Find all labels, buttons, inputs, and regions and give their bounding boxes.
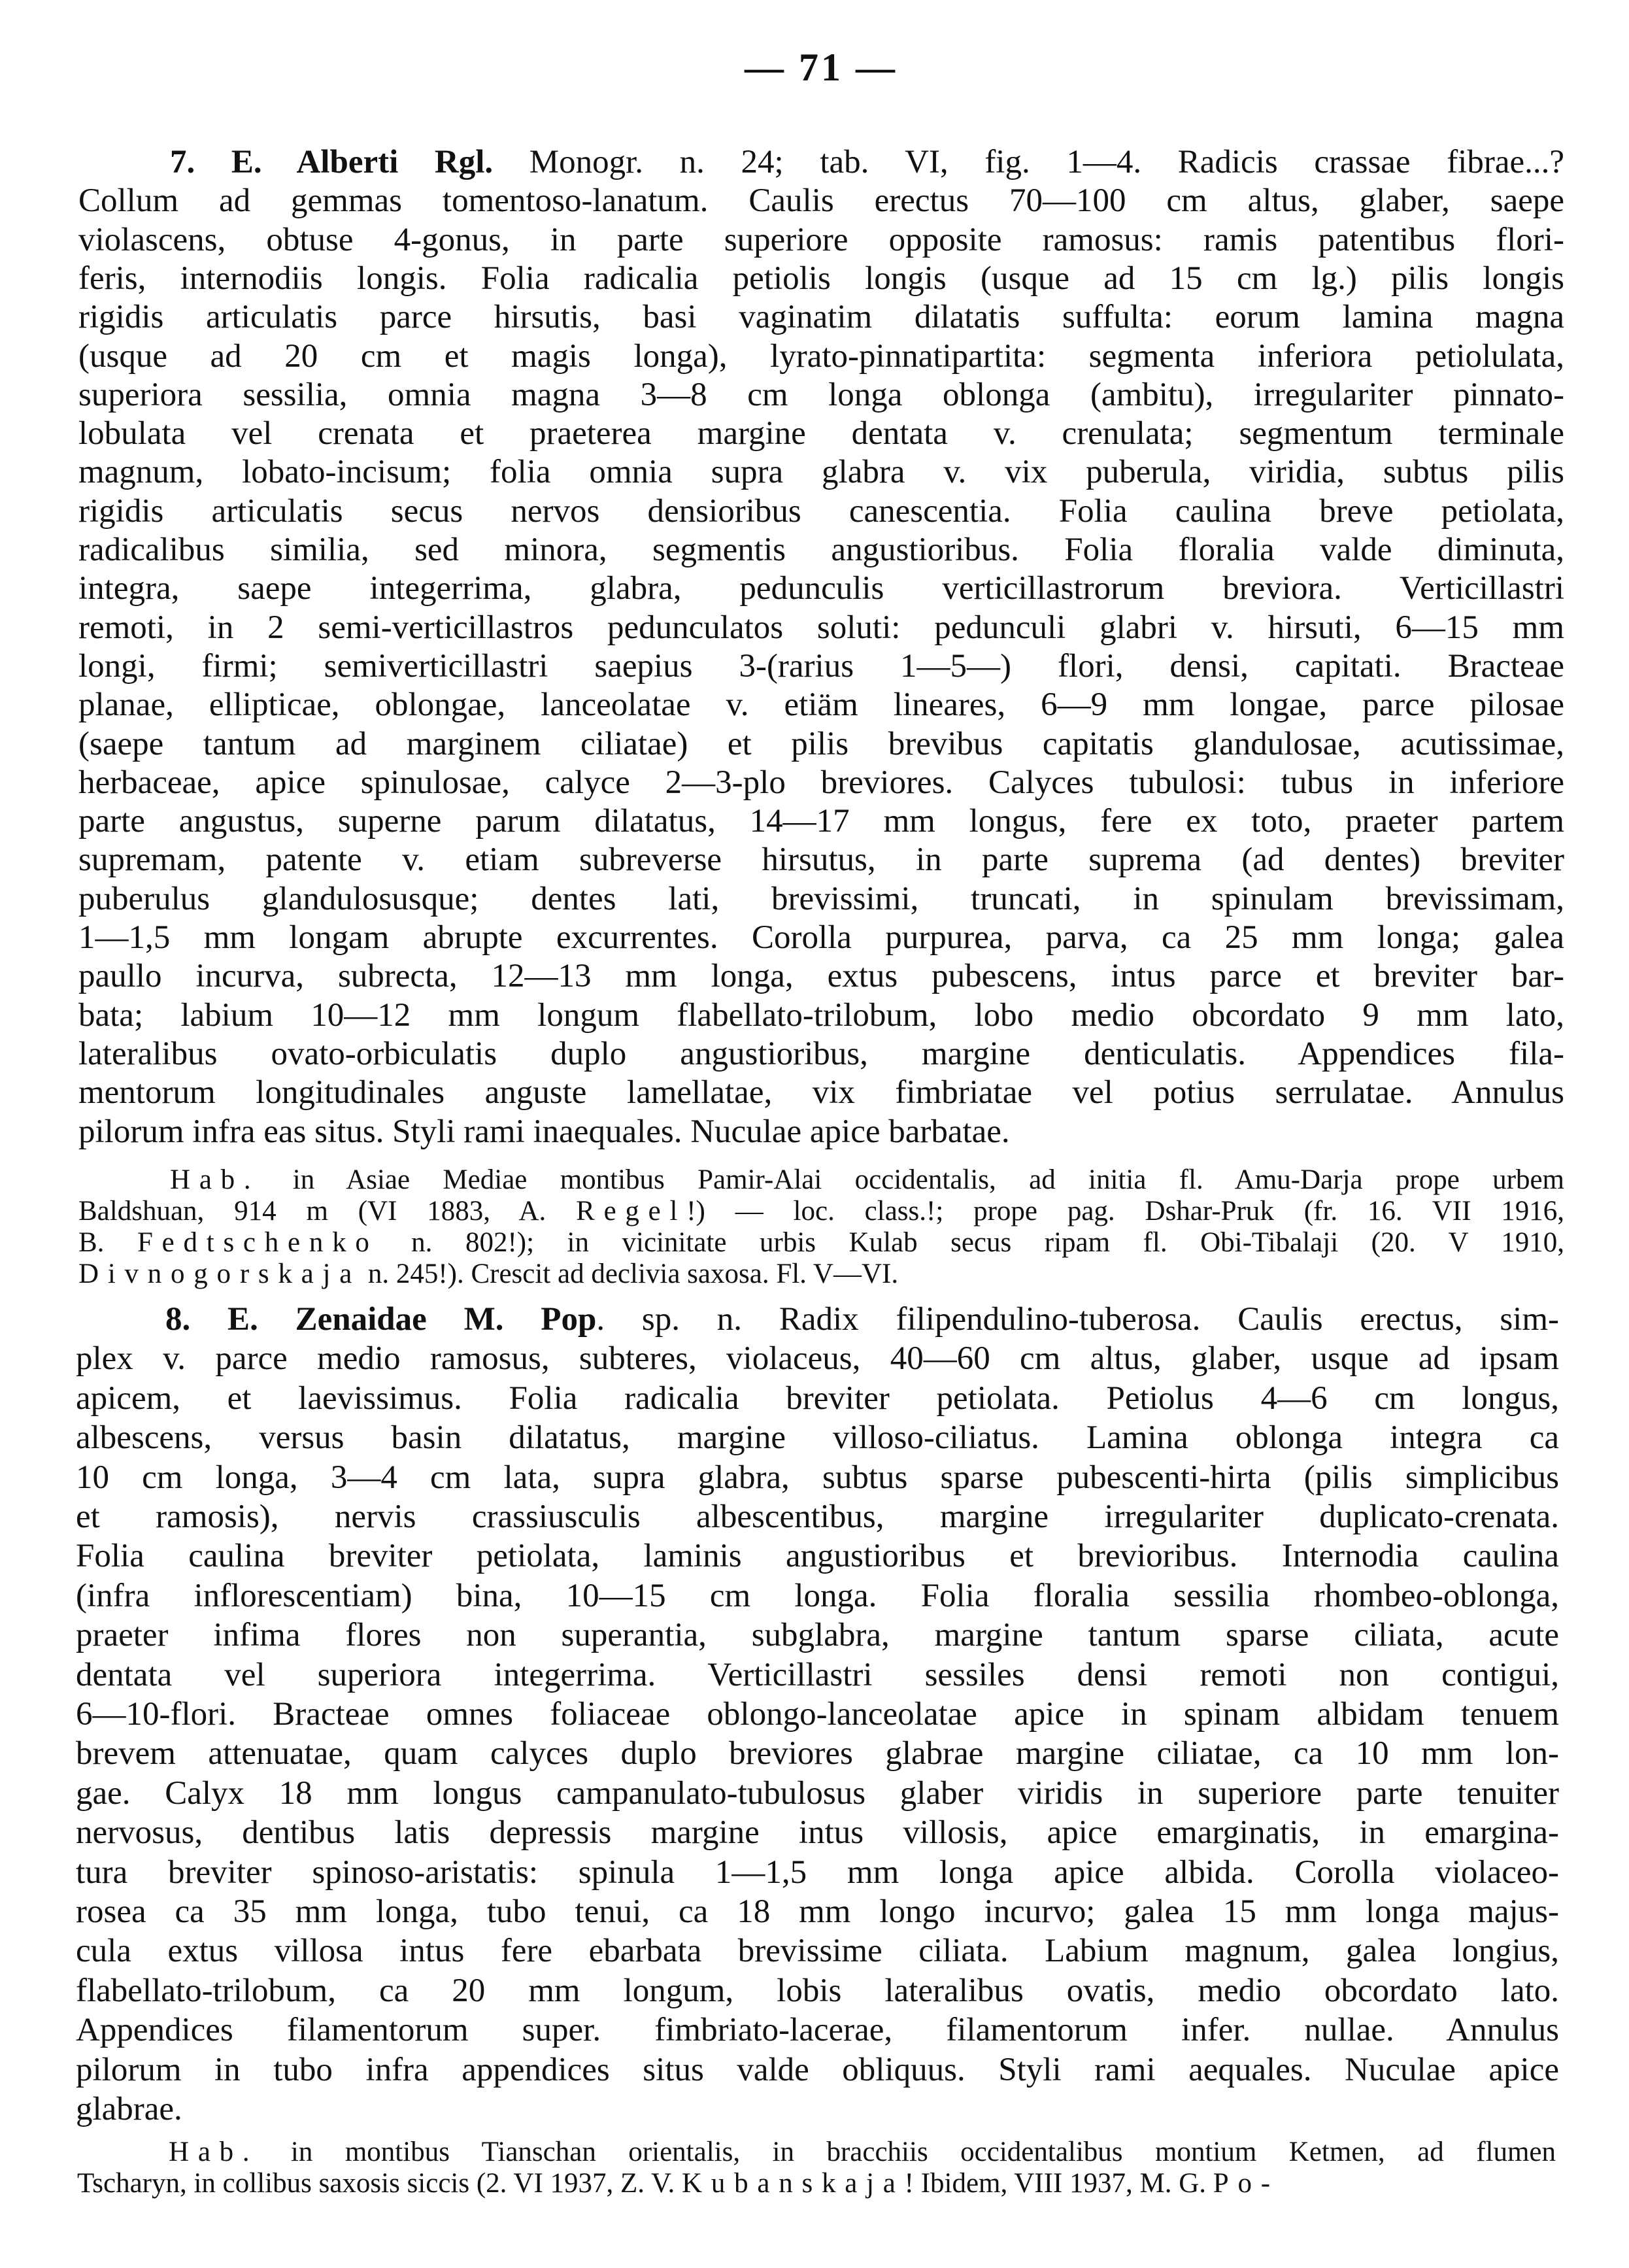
text-segment: B. <box>78 1227 137 1258</box>
text-segment: pilorum infra eas situs. Styli rami inaequales. Nuculae apice barbatae. <box>78 1113 1010 1150</box>
habitat-line <box>78 1227 1564 1259</box>
text-line <box>78 492 1564 531</box>
text-segment: puberulus glandulosusque; dentes lati, brevissimi, truncati, in spinulam brevissimam, <box>78 881 1564 917</box>
text-segment: radicalibus similia, sed minora, segmentis angustioribus. Folia floralia valde diminuta, <box>78 532 1564 568</box>
text-line <box>78 724 1564 764</box>
text-segment: 10 cm longa, 3—4 cm lata, supra glabra, subtus sparse pubescenti-hirta (pilis simplicibus <box>76 1459 1559 1496</box>
text-segment: remoti, in 2 semi-verticillastros pedunculatos soluti: pedunculi glabri v. hirsuti, 6—15 mm <box>78 609 1564 646</box>
text-line <box>78 337 1564 376</box>
habitat-line <box>170 1164 1564 1196</box>
species-heading: 7. E. Alberti Rgl. <box>170 144 494 180</box>
text-line <box>78 414 1564 453</box>
text-line <box>78 879 1564 919</box>
species-heading: 8. E. Zenaidae M. Pop <box>165 1301 597 1338</box>
text-segment: integra, saepe integerrima, glabra, pedunculis verticillastrorum breviora. Verticillastri <box>78 570 1564 607</box>
text-segment: longi, firmi; semiverticillastri saepius 3-(rarius 1—5—) flori, densi, capitati. Bracteae <box>78 648 1564 685</box>
text-line <box>76 1536 1559 1576</box>
text-line <box>76 1931 1559 1971</box>
text-segment: !) — loc. class.!; prope pag. Dshar-Pruk (fr. 16. VII 1916, <box>686 1196 1564 1227</box>
text-line <box>76 2050 1559 2090</box>
text-line <box>76 1892 1559 1931</box>
text-line <box>76 1576 1559 1616</box>
text-segment: . sp. n. Radix filipendulino-tuberosa. Caulis erectus, sim- <box>596 1301 1560 1338</box>
text-segment: Appendices filamentorum super. fimbriato-lacerae, filamentorum infer. nullae. Annulus <box>76 2012 1559 2048</box>
text-segment: brevem attenuatae, quam calyces duplo breviores glabrae margine ciliatae, ca 10 mm lon- <box>76 1735 1559 1772</box>
text-segment: planae, ellipticae, oblongae, lanceolatae v. etiäm lineares, 6—9 mm longae, parce pilosae <box>78 686 1564 723</box>
text-segment: gae. Calyx 18 mm longus campanulato-tubulosus glaber viridis in superiore parte tenuiter <box>76 1775 1559 1812</box>
text-segment: rigidis articulatis secus nervos densioribus canescentia. Folia caulina breve petiolata, <box>78 493 1564 530</box>
text-line <box>76 1734 1559 1773</box>
text-line <box>76 1774 1559 1813</box>
text-segment: parte angustus, superne parum dilatatus, 14—17 mm longus, fere ex toto, praeter partem <box>78 803 1564 839</box>
text-segment: et ramosis), nervis crassiusculis albescentibus, margine irregulariter duplicato-crenata. <box>76 1498 1559 1535</box>
text-line <box>78 259 1564 298</box>
text-line <box>78 1034 1564 1074</box>
text-line <box>76 2010 1559 2050</box>
text-segment: feris, internodiis longis. Folia radicalia petiolis longis (usque ad 15 cm lg.) pilis longis <box>78 260 1564 297</box>
text-line <box>78 181 1564 220</box>
text-line <box>165 1300 1559 1339</box>
habitat-line <box>78 1259 1564 1290</box>
text-segment: Baldshuan, 914 m (VI 1883, A. <box>78 1196 577 1227</box>
spaced-name: Regel <box>576 1196 687 1227</box>
text-segment: lobulata vel crenata et praeterea margine dentata v. crenulata; segmentum terminale <box>78 415 1564 452</box>
text-line <box>78 530 1564 569</box>
spaced-name: Hab. <box>169 2137 259 2167</box>
text-segment: Folia caulina breviter petiolata, laminis angustioribus et brevioribus. Internodia caulina <box>76 1538 1559 1574</box>
text-line <box>170 143 1564 182</box>
text-line <box>78 569 1564 608</box>
text-segment: ! Ibidem, VIII 1937, M. G. <box>904 2168 1213 2199</box>
text-segment: dentata vel superiora integerrima. Verticillastri sessiles densi remoti non contigui, <box>76 1657 1559 1693</box>
text-line <box>76 1379 1559 1418</box>
text-segment: lateralibus ovato-orbiculatis duplo angustioribus, margine denticulatis. Appendices fila- <box>78 1036 1564 1072</box>
text-segment: supremam, patente v. etiam subreverse hirsutus, in parte suprema (ad dentes) breviter <box>78 841 1564 878</box>
spaced-name: Kubanskaja <box>682 2168 905 2199</box>
text-segment: superiora sessilia, omnia magna 3—8 cm longa oblonga (ambitu), irregulariter pinnato- <box>78 377 1564 413</box>
text-segment: Tscharyn, in collibus saxosis siccis (2. VI 1937, Z. V. <box>77 2168 682 2199</box>
text-segment: plex v. parce medio ramosus, subteres, violaceus, 40—60 cm altus, glaber, usque ad ipsam <box>76 1340 1559 1377</box>
text-segment: n. 802!); in vicinitate urbis Kulab secus ripam fl. Obi-Tibalaji (20. V 1910, <box>378 1227 1564 1258</box>
text-segment: Monogr. n. 24; tab. VI, fig. 1—4. Radicis crassae fibrae...? <box>493 144 1564 180</box>
spaced-name: Po- <box>1213 2168 1279 2199</box>
text-segment: violascens, obtuse 4-gonus, in parte superiore opposite ramosus: ramis patentibus flori- <box>78 222 1564 258</box>
text-line <box>78 956 1564 996</box>
text-segment: 1—1,5 mm longam abrupte excurrentes. Corolla purpurea, parva, ca 25 mm longa; galea <box>78 919 1564 956</box>
text-line <box>76 1497 1559 1536</box>
text-segment: (infra inflorescentiam) bina, 10—15 cm longa. Folia floralia sessilia rhombeo-oblonga, <box>76 1578 1559 1614</box>
text-line <box>76 1339 1559 1378</box>
spaced-name: Hab. <box>170 1164 260 1195</box>
text-line <box>78 608 1564 647</box>
spaced-name: Fedtschenko <box>137 1227 378 1258</box>
text-line <box>76 1616 1559 1655</box>
text-line <box>78 647 1564 686</box>
text-line <box>76 2090 1559 2129</box>
text-line <box>76 1853 1559 1892</box>
text-segment: bata; labium 10—12 mm longum flabellato-trilobum, lobo medio obcordato 9 mm lato, <box>78 997 1564 1034</box>
text-segment: magnum, lobato-incisum; folia omnia supra glabra v. vix puberula, viridia, subtus pilis <box>78 454 1564 490</box>
text-segment: nervosus, dentibus latis depressis margine intus villosis, apice emarginatis, in emargina- <box>76 1814 1559 1851</box>
text-segment: tura breviter spinoso-aristatis: spinula 1—1,5 mm longa apice albida. Corolla violaceo- <box>76 1854 1559 1891</box>
text-segment: flabellato-trilobum, ca 20 mm longum, lobis lateralibus ovatis, medio obcordato lato. <box>76 1972 1559 2009</box>
text-line <box>76 1813 1559 1852</box>
text-segment: rosea ca 35 mm longa, tubo tenui, ca 18 mm longo incurvo; galea 15 mm longa majus- <box>76 1893 1559 1930</box>
text-line <box>78 452 1564 492</box>
text-line <box>76 1418 1559 1457</box>
text-line <box>78 1112 1564 1151</box>
text-line <box>76 1655 1559 1695</box>
text-segment: (saepe tantum ad marginem ciliatae) et pilis brevibus capitatis glandulosae, acutissimae, <box>78 726 1564 762</box>
text-segment: paullo incurva, subrecta, 12—13 mm longa, extus pubescens, intus parce et breviter bar- <box>78 958 1564 994</box>
text-segment: albescens, versus basin dilatatus, margine villoso-ciliatus. Lamina oblonga integra ca <box>76 1419 1559 1456</box>
text-line <box>78 1073 1564 1112</box>
spaced-name: Divnogorskaja <box>78 1259 361 1289</box>
text-line <box>78 763 1564 802</box>
text-segment: herbaceae, apice spinulosae, calyce 2—3-plo breviores. Calyces tubulosi: tubus in inferiore <box>78 764 1564 801</box>
text-segment: in montibus Tianschan orientalis, in bracchiis occidentalibus montium Ketmen, ad flumen <box>258 2137 1556 2167</box>
text-line <box>76 1695 1559 1734</box>
text-line <box>78 996 1564 1035</box>
text-line <box>78 220 1564 260</box>
text-line <box>76 1971 1559 2010</box>
text-line <box>78 375 1564 415</box>
page-number: — 71 — <box>745 46 898 89</box>
text-line <box>78 802 1564 841</box>
text-segment: apicem, et laevissimus. Folia radicalia breviter petiolata. Petiolus 4—6 cm longus, <box>76 1380 1559 1417</box>
text-segment: praeter infima flores non superantia, subglabra, margine tantum sparse ciliata, acute <box>76 1617 1559 1653</box>
text-segment: 6—10-flori. Bracteae omnes foliaceae oblongo-lanceolatae apice in spinam albidam tenuem <box>76 1696 1559 1733</box>
text-line <box>76 1458 1559 1497</box>
text-segment: pilorum in tubo infra appendices situs valde obliquus. Styli rami aequales. Nuculae apice <box>76 2052 1559 2088</box>
text-segment: (usque ad 20 cm et magis longa), lyrato-pinnatipartita: segmenta inferiora petiolulata, <box>78 338 1564 375</box>
text-segment: rigidis articulatis parce hirsutis, basi vaginatim dilatatis suffulta: eorum lamina magna <box>78 299 1564 335</box>
text-line <box>78 840 1564 879</box>
text-line <box>78 297 1564 337</box>
habitat-line <box>169 2137 1556 2168</box>
text-segment: cula extus villosa intus fere ebarbata brevissime ciliata. Labium magnum, galea longius, <box>76 1933 1559 1969</box>
text-line <box>78 918 1564 957</box>
habitat-line <box>78 1196 1564 1227</box>
text-segment: in Asiae Mediae montibus Pamir-Alai occidentalis, ad initia fl. Amu-Darja prope urbem <box>260 1164 1564 1195</box>
text-segment: mentorum longitudinales anguste lamellatae, vix fimbriatae vel potius serrulatae. Annulus <box>78 1074 1564 1111</box>
text-segment: glabrae. <box>76 2091 182 2127</box>
text-line <box>78 685 1564 724</box>
habitat-line <box>77 2168 1556 2199</box>
text-segment: n. 245!). Crescit ad declivia saxosa. Fl. V—VI. <box>361 1259 899 1289</box>
text-segment: Collum ad gemmas tomentoso-lanatum. Caulis erectus 70—100 cm altus, glaber, saepe <box>78 182 1564 219</box>
